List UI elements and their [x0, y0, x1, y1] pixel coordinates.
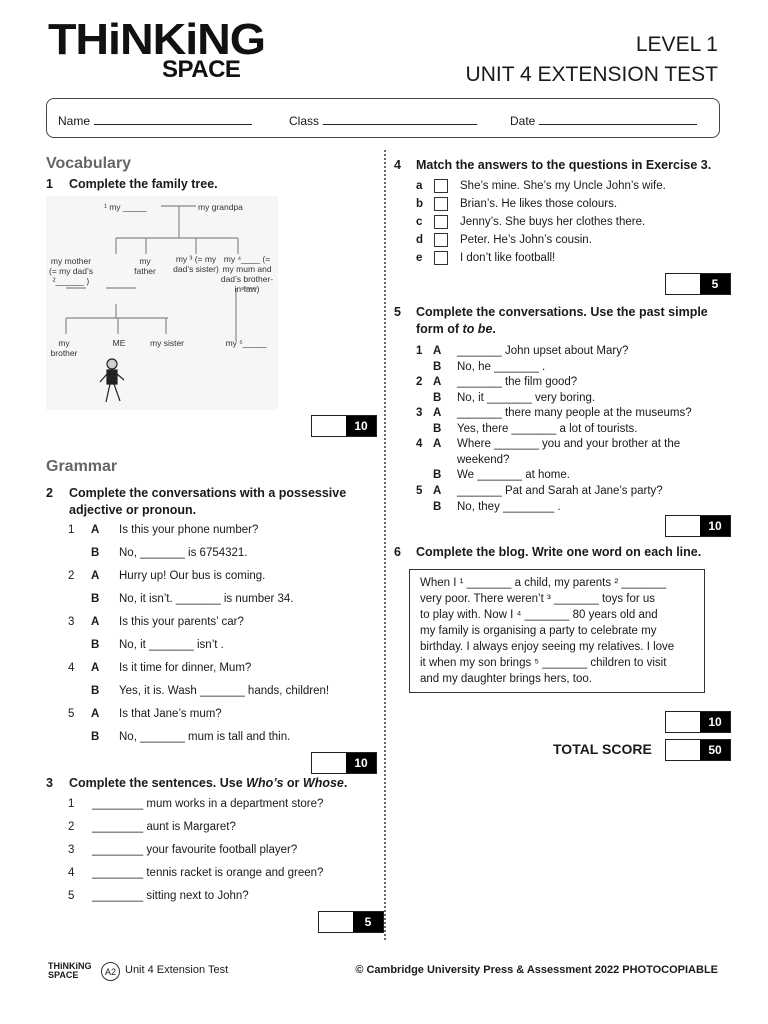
q2-item-3a: 3 A Is this your parents’ car? [68, 616, 244, 628]
q4-number: 4 [394, 158, 401, 172]
score-box-q4[interactable] [665, 273, 731, 295]
level-title: LEVEL 1 [635, 33, 718, 56]
logo-space: SPACE [162, 56, 241, 83]
q6-number: 6 [394, 545, 401, 559]
column-divider [384, 150, 386, 940]
q5-item-1a: 1 A _______ John upset about Mary? [416, 345, 629, 357]
score-q1: 10 [346, 416, 376, 436]
q4-item-b: b Brian’s. He likes those colours. [416, 198, 618, 210]
tree-my3: my ³ (= my dad’s sister) [173, 254, 219, 274]
blog-line: my family is organising a party to celebrate my [420, 625, 657, 637]
family-tree [46, 196, 278, 410]
footer-left: Unit 4 Extension Test [125, 964, 229, 976]
unit-title: UNIT 4 EXTENSION TEST [465, 63, 718, 86]
q1-heading [46, 176, 366, 193]
tree-father: my father [134, 256, 156, 276]
q5-item-2a: 2 A _______ the film good? [416, 376, 578, 388]
q5-item-2b: B No, it _______ very boring. [433, 392, 596, 404]
q2-item-5b: B No, _______ mum is tall and thin. [91, 731, 291, 743]
title-block [466, 30, 718, 90]
q5-item-1b: B No, he _______ . [433, 361, 546, 373]
blog-line: to play with. Now I ⁴ _______ 80 years old and [420, 609, 658, 621]
blog-line: birthday. I always enjoy seeing my relatives. I love [420, 641, 675, 653]
logo-thinking: THiNKiNG [48, 15, 265, 64]
q2-item-4a: 4 A Is it time for dinner, Mum? [68, 662, 252, 674]
score-box-q3[interactable] [318, 911, 384, 933]
score-box-total[interactable] [665, 739, 731, 761]
q3-item-2: 2 ________ aunt is Margaret? [68, 821, 236, 833]
checkbox[interactable] [434, 197, 448, 211]
score-box-q2[interactable] [311, 752, 377, 774]
q5-item-3a: 3 A _______ there many people at the museums? [416, 407, 692, 419]
q2-heading [46, 485, 356, 519]
tree-my1: ¹ my _____ [104, 202, 147, 212]
checkbox[interactable] [434, 179, 448, 193]
q4-item-c: c Jenny’s. She buys her clothes there. [416, 216, 646, 228]
q5-heading: 5 Complete the conversations. Use the past simple form of to be. [394, 305, 708, 336]
q2-text: Complete the conversations with a possessive adjective or pronoun. [69, 486, 347, 517]
q3-items [68, 796, 368, 911]
q5-items [416, 343, 726, 514]
score-q2: 10 [346, 753, 376, 773]
q3-item-1: 1 ________ mum works in a department store? [68, 798, 324, 810]
checkbox[interactable] [434, 251, 448, 265]
q2-items [68, 522, 368, 752]
q2-item-5a: 5 A Is that Jane’s mum? [68, 708, 222, 720]
q4-text: Match the answers to the questions in Exercise 3. [416, 158, 712, 172]
score-box-q6[interactable] [665, 711, 731, 733]
level-badge: A2 [101, 962, 120, 981]
q2-item-2b: B No, it isn’t. _______ is number 34. [91, 593, 294, 605]
q5-item-4a: 4 A Where _______ you and your brother at the weekend? [416, 438, 681, 466]
q2-item-1b: B No, _______ is 6754321. [91, 547, 248, 559]
score-total: 50 [700, 740, 730, 760]
q6-text: Complete the blog. Write one word on each line. [416, 545, 702, 559]
checkbox[interactable] [434, 215, 448, 229]
q2-item-1a: 1 A Is this your phone number? [68, 524, 259, 536]
total-score-label: TOTAL SCORE [553, 741, 652, 757]
tree-my4: my ⁴____ (= my mum and dad’s brother-in-law) [220, 254, 274, 294]
q3-heading: 3 Complete the sentences. Use Who’s or Whose. [46, 776, 348, 790]
q4-item-a: a She’s mine. She’s my Uncle John’s wife. [416, 180, 666, 192]
score-box-q5[interactable] [665, 515, 731, 537]
tree-brother: my brother [50, 338, 78, 358]
score-q4: 5 [700, 274, 730, 294]
date-field[interactable] [510, 113, 697, 128]
q3-item-5: 5 ________ sitting next to John? [68, 890, 249, 902]
q4-heading [394, 157, 724, 174]
vocabulary-heading: Vocabulary [46, 155, 132, 172]
q5-item-3b: B Yes, there _______ a lot of tourists. [433, 423, 638, 435]
footer-logo: THiNKiNG SPACE [48, 961, 92, 980]
q2-item-2a: 2 A Hurry up! Our bus is coming. [68, 570, 266, 582]
q6-heading [394, 544, 724, 561]
q1-number: 1 [46, 177, 53, 191]
score-box-q1[interactable] [311, 415, 377, 437]
name-label: Name [58, 114, 91, 128]
family-tree-lines [46, 196, 278, 410]
q1-text: Complete the family tree. [69, 177, 218, 191]
tree-mother: my mother (= my dad’s ²______ ) [48, 256, 93, 286]
blog-line: it when my son brings ⁵ _______ children to visit [420, 657, 667, 669]
q4-items [416, 178, 726, 268]
score-q5: 10 [700, 516, 730, 536]
q3-number: 3 [46, 776, 53, 790]
score-q3: 5 [353, 912, 383, 932]
blog-line: very poor. There weren’t ³ _______ toys for us [420, 593, 656, 605]
boy-figure [100, 359, 124, 402]
q5-item-5a: 5 A _______ Pat and Sarah at Jane’s party? [416, 485, 663, 497]
grammar-heading: Grammar [46, 458, 118, 475]
q2-item-4b: B Yes, it is. Wash _______ hands, children! [91, 685, 330, 697]
blog-box [409, 569, 705, 693]
blog-line: and my daughter brings hers, too. [420, 673, 592, 685]
tree-my5: my ⁵_____ [225, 338, 267, 348]
tree-sister: my sister [150, 338, 184, 348]
q3-item-4: 4 ________ tennis racket is orange and green? [68, 867, 324, 879]
score-q6: 10 [700, 712, 730, 732]
q4-item-e: e I don’t like football! [416, 252, 556, 264]
q5-item-5b: B No, they ________ . [433, 501, 561, 513]
tree-grandpa: my grandpa [198, 202, 243, 212]
tree-me: ME [112, 338, 126, 348]
q3-item-3: 3 ________ your favourite football player? [68, 844, 298, 856]
class-label: Class [289, 114, 320, 128]
q2-number: 2 [46, 486, 53, 500]
class-field[interactable] [289, 113, 477, 128]
blog-line: When I ¹ _______ a child, my parents ² _______ [420, 577, 667, 589]
q2-item-3b: B No, it _______ isn’t . [91, 639, 224, 651]
q4-item-d: d Peter. He’s John’s cousin. [416, 234, 592, 246]
name-field[interactable] [58, 113, 252, 128]
checkbox[interactable] [434, 233, 448, 247]
q5-number: 5 [394, 305, 401, 319]
q5-item-4b: B We _______ at home. [433, 469, 570, 481]
footer-copyright: © Cambridge University Press & Assessment 2022 PHOTOCOPIABLE [355, 964, 718, 976]
date-label: Date [510, 114, 536, 128]
